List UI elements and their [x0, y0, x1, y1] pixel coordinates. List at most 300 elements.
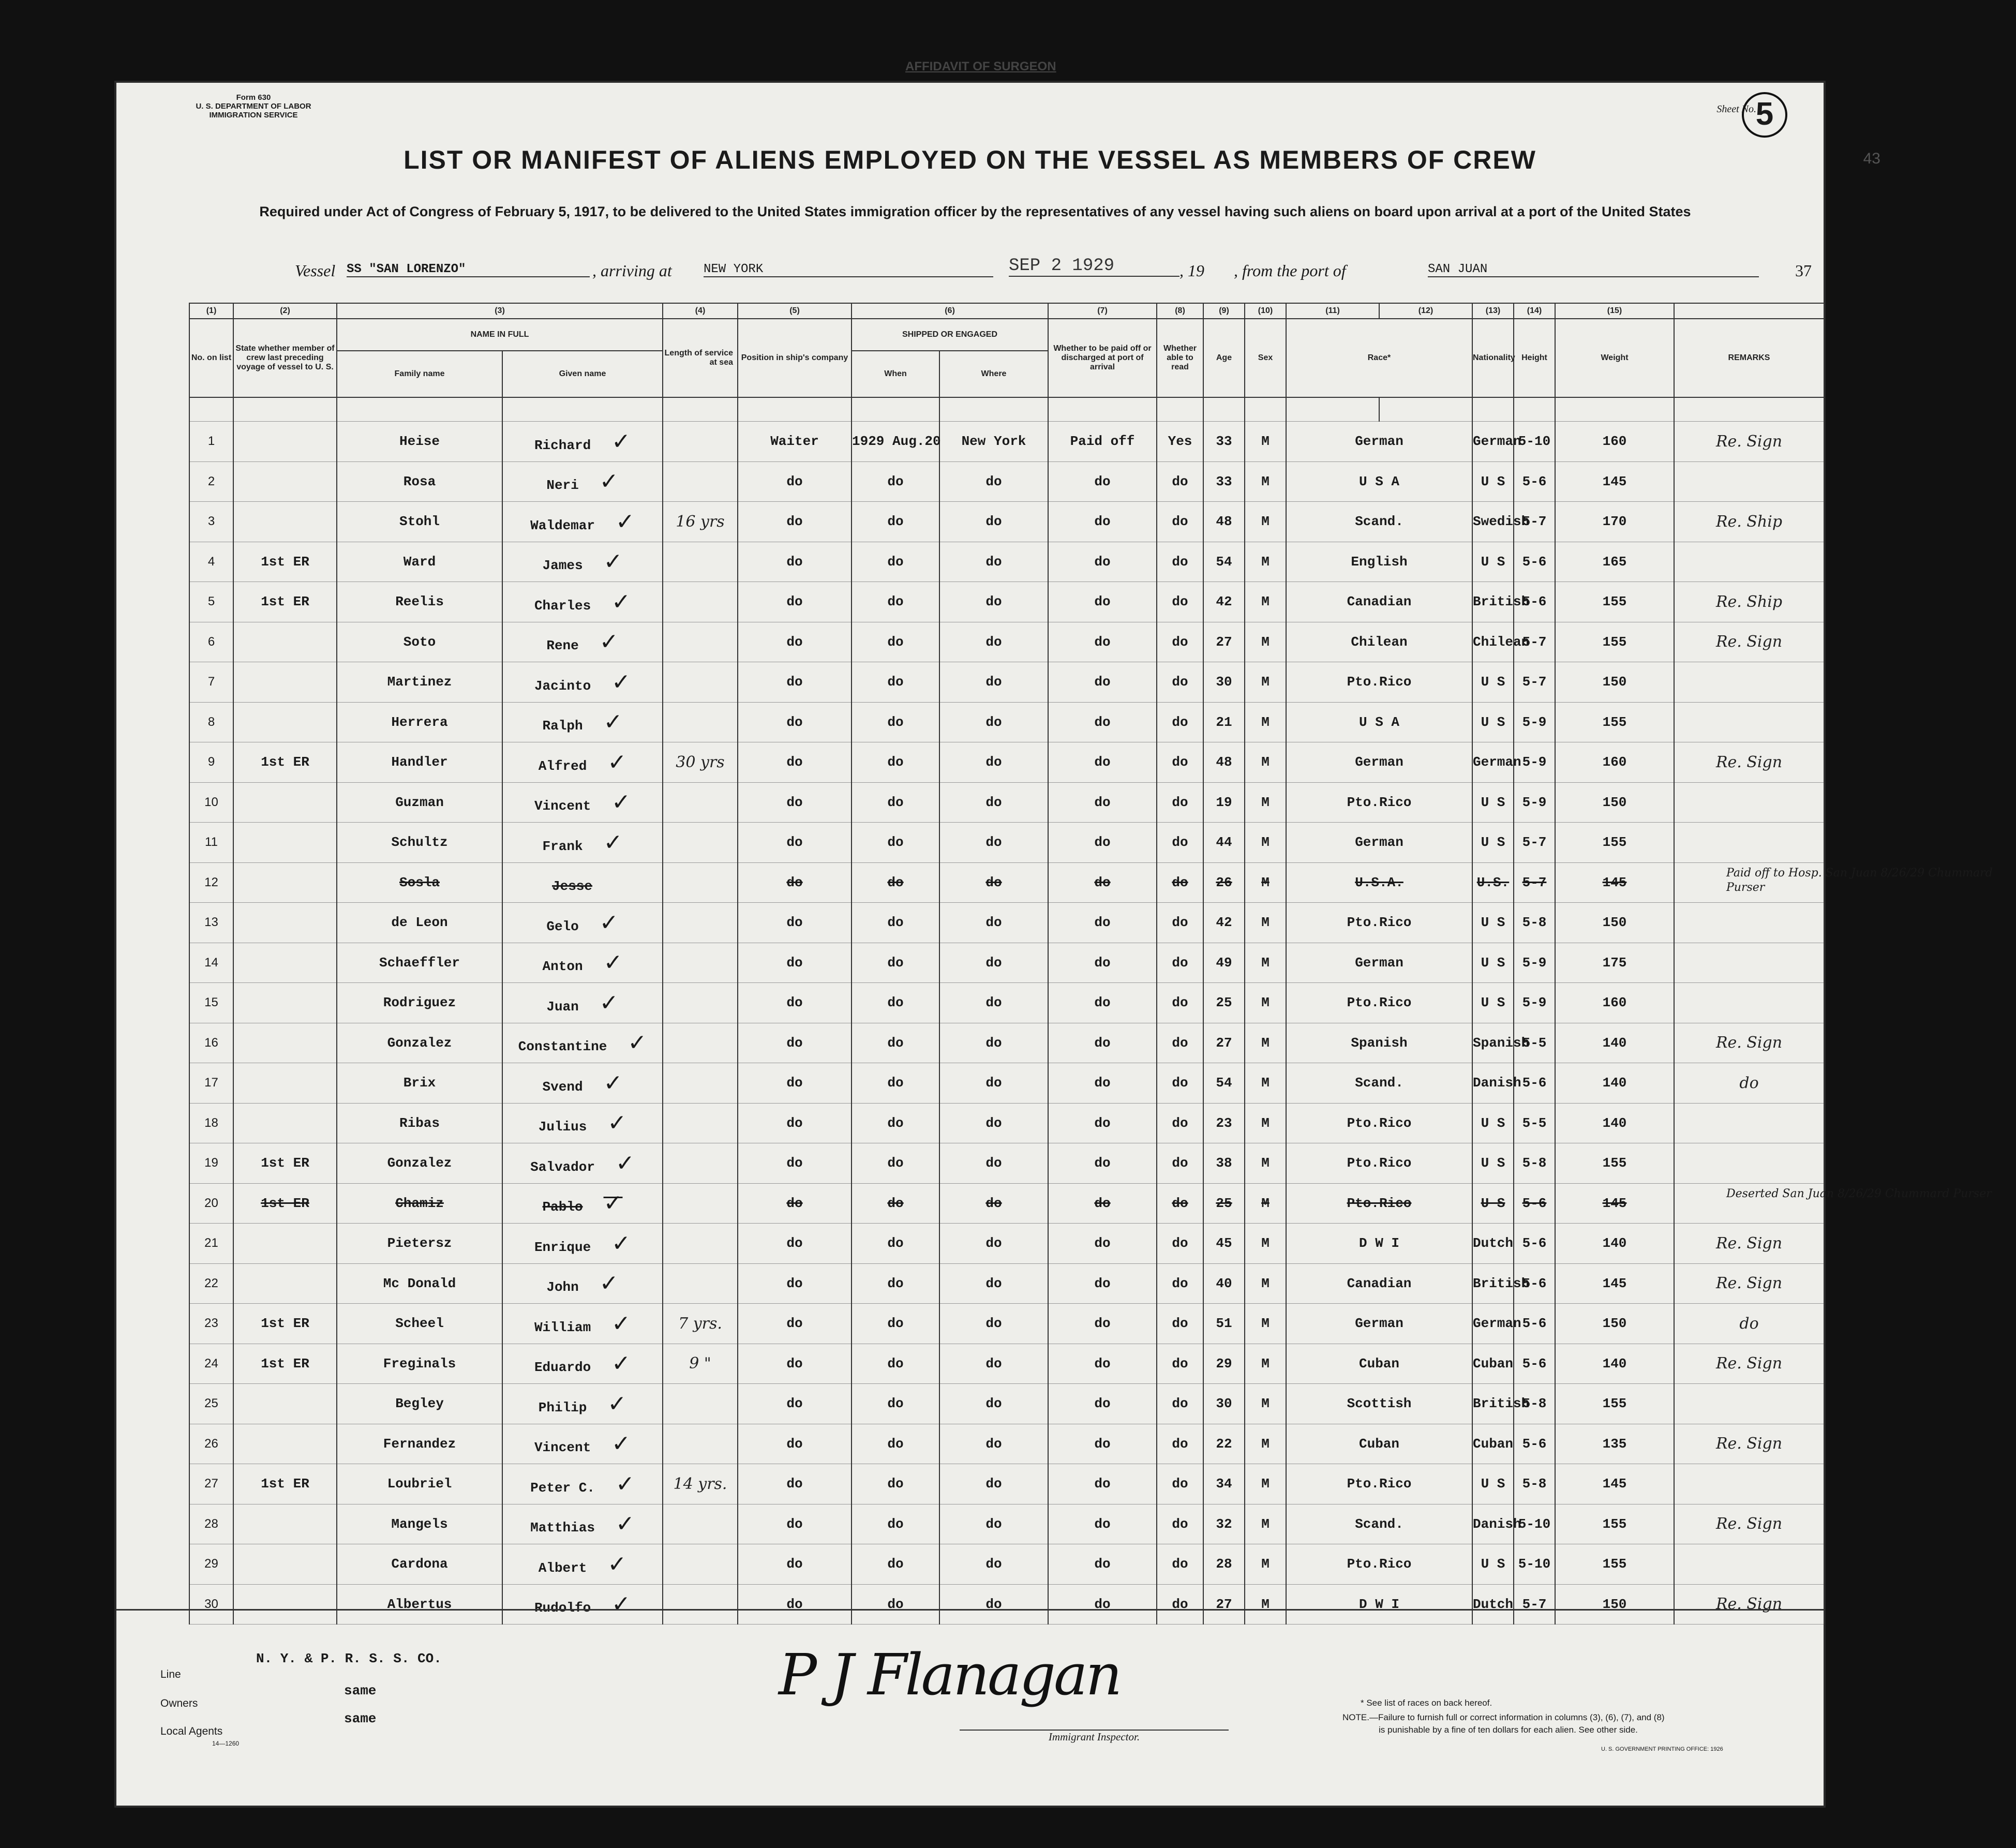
- check-mark-icon: ✓: [599, 629, 619, 655]
- height: 5-6: [1514, 1304, 1555, 1344]
- able-to-read: do: [1157, 1183, 1203, 1224]
- row-number: 11: [189, 823, 233, 863]
- penalty-note: NOTE.—Failure to furnish full or correct information in columns (3), (6), (7), and (8): [1342, 1712, 1665, 1722]
- age: 40: [1203, 1263, 1245, 1304]
- physical-marks: Re. Sign: [1674, 1263, 1824, 1304]
- check-mark-icon: ✓: [611, 789, 631, 816]
- height: 5-9: [1514, 983, 1555, 1023]
- sex: M: [1245, 461, 1286, 502]
- sheet-label: Sheet No.: [1716, 103, 1756, 115]
- length-of-service: [663, 1384, 738, 1424]
- age: 48: [1203, 742, 1245, 783]
- row-number: 19: [189, 1143, 233, 1184]
- height: 5-6: [1514, 461, 1555, 502]
- weight: 155: [1555, 823, 1674, 863]
- shipped-when: do: [852, 461, 939, 502]
- age: 33: [1203, 461, 1245, 502]
- race: D W I: [1286, 1224, 1472, 1264]
- shipped-when: do: [852, 1183, 939, 1224]
- shipped-when: do: [852, 1143, 939, 1184]
- col-num: [1674, 303, 1824, 319]
- height: 5-8: [1514, 903, 1555, 943]
- weight: 165: [1555, 542, 1674, 582]
- physical-marks: [1674, 782, 1824, 823]
- nationality: Danish: [1472, 1063, 1514, 1104]
- previous-voyage: [233, 702, 337, 742]
- weight: 155: [1555, 582, 1674, 622]
- nationality: Dutch: [1472, 1584, 1514, 1625]
- discharge-status: do: [1048, 1544, 1157, 1585]
- previous-voyage: [233, 461, 337, 502]
- sex: M: [1245, 1023, 1286, 1063]
- position: do: [738, 1143, 852, 1184]
- height: 5-10: [1514, 1544, 1555, 1585]
- race: Cuban: [1286, 1344, 1472, 1384]
- length-of-service: [663, 622, 738, 662]
- family-name: Brix: [337, 1063, 502, 1104]
- family-name: Cardona: [337, 1544, 502, 1585]
- line-label: Line: [160, 1668, 181, 1680]
- check-mark-icon: ✓: [603, 1069, 623, 1096]
- shipped-when: 1929 Aug.20: [852, 422, 939, 462]
- table-row: [189, 702, 1824, 742]
- weight: 155: [1555, 622, 1674, 662]
- header-given-name: Given name: [502, 351, 663, 397]
- shipped-when: do: [852, 1384, 939, 1424]
- discharge-status: do: [1048, 1023, 1157, 1063]
- position: do: [738, 702, 852, 742]
- shipped-when: do: [852, 1023, 939, 1063]
- length-of-service: [663, 1544, 738, 1585]
- given-name: [502, 1224, 663, 1264]
- family-name: Mc Donald: [337, 1263, 502, 1304]
- nationality: U S: [1472, 1103, 1514, 1143]
- table-row: [189, 1344, 1824, 1384]
- able-to-read: do: [1157, 1344, 1203, 1384]
- family-name: Gonzalez: [337, 1143, 502, 1184]
- row-number: 27: [189, 1464, 233, 1504]
- physical-marks: do: [1674, 1304, 1824, 1344]
- position: do: [738, 1103, 852, 1143]
- race: Canadian: [1286, 582, 1472, 622]
- nationality: Danish: [1472, 1504, 1514, 1544]
- discharge-status: do: [1048, 823, 1157, 863]
- footer: [116, 1609, 1824, 1802]
- able-to-read: do: [1157, 1584, 1203, 1625]
- nationality: British: [1472, 1384, 1514, 1424]
- given-name-text: Alfred: [538, 758, 587, 774]
- check-mark-icon: ✓: [611, 668, 631, 695]
- previous-voyage: [233, 823, 337, 863]
- length-of-service: [663, 1143, 738, 1184]
- given-name: [502, 502, 663, 542]
- sheet-number: 5: [1742, 92, 1787, 138]
- shipped-when: do: [852, 943, 939, 983]
- discharge-status: do: [1048, 542, 1157, 582]
- nationality: U S: [1472, 943, 1514, 983]
- header-length-service: Length of service at sea: [663, 319, 738, 397]
- vessel-line: [295, 256, 1836, 282]
- shipped-where: do: [939, 862, 1048, 903]
- race-note: * See list of races on back hereof.: [1361, 1698, 1492, 1708]
- check-mark-icon: ✓: [607, 1551, 627, 1577]
- age: 22: [1203, 1424, 1245, 1464]
- discharge-status: do: [1048, 1304, 1157, 1344]
- weight: 150: [1555, 903, 1674, 943]
- discharge-status: do: [1048, 983, 1157, 1023]
- table-row: [189, 1183, 1824, 1224]
- check-mark-icon: ✓: [615, 1511, 635, 1538]
- family-name: Stohl: [337, 502, 502, 542]
- position: do: [738, 1304, 852, 1344]
- header-height: Height: [1514, 319, 1555, 397]
- length-of-service: [663, 1103, 738, 1143]
- shipped-when: do: [852, 1263, 939, 1304]
- sex: M: [1245, 542, 1286, 582]
- length-of-service: 14 yrs.: [663, 1464, 738, 1504]
- race: Pto.Rico: [1286, 1464, 1472, 1504]
- table-row: [189, 1304, 1824, 1344]
- given-name: [502, 1304, 663, 1344]
- able-to-read: do: [1157, 983, 1203, 1023]
- row-number: 26: [189, 1424, 233, 1464]
- table-row: [189, 1063, 1824, 1104]
- nationality: Spanish: [1472, 1023, 1514, 1063]
- family-name: Fernandez: [337, 1424, 502, 1464]
- given-name-text: Charles: [534, 598, 591, 614]
- discharge-status: do: [1048, 1384, 1157, 1424]
- discharge-status: do: [1048, 461, 1157, 502]
- given-name: [502, 943, 663, 983]
- header-race: Race*: [1286, 319, 1472, 397]
- family-name: Chamiz: [337, 1183, 502, 1224]
- shipped-where: do: [939, 1344, 1048, 1384]
- race: Canadian: [1286, 1263, 1472, 1304]
- table-row: [189, 983, 1824, 1023]
- family-name: Martinez: [337, 662, 502, 703]
- check-mark-icon: ✓: [599, 989, 619, 1016]
- able-to-read: do: [1157, 862, 1203, 903]
- sex: M: [1245, 422, 1286, 462]
- length-of-service: [663, 461, 738, 502]
- position: do: [738, 502, 852, 542]
- position: do: [738, 983, 852, 1023]
- col-num: (15): [1555, 303, 1674, 319]
- race: Scand.: [1286, 502, 1472, 542]
- previous-voyage: [233, 1384, 337, 1424]
- previous-voyage: [233, 1023, 337, 1063]
- age: 25: [1203, 1183, 1245, 1224]
- header-when: When: [852, 351, 939, 397]
- family-name: Sosla: [337, 862, 502, 903]
- previous-voyage: 1st ER: [233, 542, 337, 582]
- check-mark-icon: ✓: [611, 1350, 631, 1377]
- sex: M: [1245, 1544, 1286, 1585]
- inspector-signature: P J Flanagan: [779, 1642, 1121, 1708]
- given-name: [502, 823, 663, 863]
- length-of-service: [663, 1063, 738, 1104]
- age: 42: [1203, 903, 1245, 943]
- from-port: SAN JUAN: [1428, 262, 1759, 277]
- nationality: U S: [1472, 702, 1514, 742]
- physical-marks: [1674, 943, 1824, 983]
- row-number: 9: [189, 742, 233, 783]
- shipped-where: do: [939, 1424, 1048, 1464]
- length-of-service: [663, 943, 738, 983]
- shipped-where: do: [939, 502, 1048, 542]
- race: Pto.Rico: [1286, 1103, 1472, 1143]
- owners-label: Owners: [160, 1697, 198, 1709]
- shipped-when: do: [852, 903, 939, 943]
- check-mark-icon: ✓: [628, 1030, 647, 1056]
- discharge-status: do: [1048, 742, 1157, 783]
- check-mark-icon: ✓: [615, 508, 635, 535]
- age: 23: [1203, 1103, 1245, 1143]
- row-number: 17: [189, 1063, 233, 1104]
- page-title: LIST OR MANIFEST OF ALIENS EMPLOYED ON THE VESSEL AS MEMBERS OF CREW: [404, 145, 1536, 174]
- able-to-read: do: [1157, 1424, 1203, 1464]
- given-name: [502, 1504, 663, 1544]
- nationality: U S: [1472, 782, 1514, 823]
- given-name-text: Ralph: [542, 718, 583, 734]
- length-of-service: [663, 983, 738, 1023]
- nationality: Dutch: [1472, 1224, 1514, 1264]
- position: do: [738, 782, 852, 823]
- check-mark-icon: ✓: [611, 588, 631, 615]
- check-mark-icon: ✓: [611, 1430, 631, 1457]
- family-name: Loubriel: [337, 1464, 502, 1504]
- length-of-service: [663, 903, 738, 943]
- discharge-status: do: [1048, 502, 1157, 542]
- physical-marks: [1674, 983, 1824, 1023]
- weight: 155: [1555, 702, 1674, 742]
- table-spacer: [189, 397, 1824, 422]
- family-name: de Leon: [337, 903, 502, 943]
- row-number: 6: [189, 622, 233, 662]
- position: do: [738, 1544, 852, 1585]
- shipped-where: do: [939, 1143, 1048, 1184]
- height: 5-7: [1514, 823, 1555, 863]
- nationality: U S: [1472, 542, 1514, 582]
- shipped-when: do: [852, 1544, 939, 1585]
- previous-voyage: [233, 502, 337, 542]
- race: German: [1286, 943, 1472, 983]
- nationality: U S: [1472, 903, 1514, 943]
- given-name: [502, 1263, 663, 1304]
- sex: M: [1245, 862, 1286, 903]
- shipped-where: do: [939, 903, 1048, 943]
- length-of-service: 9 ": [663, 1344, 738, 1384]
- race: U S A: [1286, 702, 1472, 742]
- table-row: [189, 823, 1824, 863]
- age: 32: [1203, 1504, 1245, 1544]
- height: 5-7: [1514, 622, 1555, 662]
- physical-marks: [1674, 1143, 1824, 1184]
- col-num: (13): [1472, 303, 1514, 319]
- physical-marks: Re. Sign: [1674, 1224, 1824, 1264]
- discharge-status: do: [1048, 702, 1157, 742]
- nationality: Cuban: [1472, 1424, 1514, 1464]
- weight: 145: [1555, 1464, 1674, 1504]
- race: Pto.Rico: [1286, 782, 1472, 823]
- weight: 155: [1555, 1143, 1674, 1184]
- col-num: (7): [1048, 303, 1157, 319]
- given-name: [502, 542, 663, 582]
- row-number: 29: [189, 1544, 233, 1585]
- given-name-text: Gelo: [546, 918, 579, 934]
- sex: M: [1245, 1584, 1286, 1625]
- discharge-status: do: [1048, 903, 1157, 943]
- page-number: 37: [1795, 261, 1812, 280]
- table-row: [189, 1224, 1824, 1264]
- table-row: [189, 662, 1824, 703]
- given-name-text: John: [546, 1279, 579, 1295]
- discharge-status: do: [1048, 1183, 1157, 1224]
- given-name: [502, 622, 663, 662]
- age: 27: [1203, 1584, 1245, 1625]
- previous-voyage: 1st ER: [233, 1304, 337, 1344]
- remarks-text: Deserted San Juan 8/26/29 Chummard Purser: [1726, 1187, 1992, 1200]
- given-name-text: Jesse: [551, 878, 592, 895]
- previous-voyage: 1st ER: [233, 582, 337, 622]
- able-to-read: do: [1157, 782, 1203, 823]
- table-row: [189, 1143, 1824, 1184]
- length-of-service: [663, 662, 738, 703]
- weight: 155: [1555, 1504, 1674, 1544]
- shipped-when: do: [852, 1344, 939, 1384]
- length-of-service: [663, 862, 738, 903]
- shipped-where: do: [939, 1504, 1048, 1544]
- discharge-status: do: [1048, 943, 1157, 983]
- table-row: [189, 582, 1824, 622]
- shipped-where: do: [939, 622, 1048, 662]
- able-to-read: do: [1157, 582, 1203, 622]
- row-number: 14: [189, 943, 233, 983]
- length-of-service: 16 yrs: [663, 502, 738, 542]
- family-name: Guzman: [337, 782, 502, 823]
- weight: 140: [1555, 1103, 1674, 1143]
- position: do: [738, 1504, 852, 1544]
- race: German: [1286, 742, 1472, 783]
- height: 5-7: [1514, 502, 1555, 542]
- given-name-text: William: [534, 1319, 591, 1335]
- able-to-read: do: [1157, 903, 1203, 943]
- col-num: (9): [1203, 303, 1245, 319]
- check-mark-icon: ✓: [611, 1230, 631, 1257]
- previous-voyage: [233, 1224, 337, 1264]
- table-row: [189, 1263, 1824, 1304]
- discharge-status: do: [1048, 1464, 1157, 1504]
- given-name-text: Enrique: [534, 1239, 591, 1255]
- sex: M: [1245, 1424, 1286, 1464]
- table-row: [189, 943, 1824, 983]
- length-of-service: 30 yrs: [663, 742, 738, 783]
- given-name-text: Matthias: [530, 1520, 595, 1536]
- row-number: 24: [189, 1344, 233, 1384]
- position: do: [738, 1344, 852, 1384]
- height: 5-5: [1514, 1023, 1555, 1063]
- shipped-where: do: [939, 1544, 1048, 1585]
- shipped-when: do: [852, 823, 939, 863]
- previous-voyage: [233, 983, 337, 1023]
- service-name: IMMIGRATION SERVICE: [209, 111, 298, 120]
- header-position: Position in ship's company: [738, 319, 852, 397]
- shipped-where: do: [939, 1103, 1048, 1143]
- previous-voyage: [233, 422, 337, 462]
- row-number: 23: [189, 1304, 233, 1344]
- previous-voyage: 1st ER: [233, 1183, 337, 1224]
- age: 54: [1203, 542, 1245, 582]
- row-number: 3: [189, 502, 233, 542]
- shipped-where: do: [939, 1263, 1048, 1304]
- able-to-read: do: [1157, 742, 1203, 783]
- position: do: [738, 1063, 852, 1104]
- given-name: [502, 1143, 663, 1184]
- position: do: [738, 1263, 852, 1304]
- nationality: German: [1472, 742, 1514, 783]
- shipped-where: do: [939, 1584, 1048, 1625]
- check-mark-icon: ✓: [599, 909, 619, 936]
- weight: 145: [1555, 862, 1674, 903]
- age: 44: [1203, 823, 1245, 863]
- discharge-status: do: [1048, 1584, 1157, 1625]
- row-number: 18: [189, 1103, 233, 1143]
- length-of-service: 7 yrs.: [663, 1304, 738, 1344]
- nationality: British: [1472, 582, 1514, 622]
- discharge-status: do: [1048, 582, 1157, 622]
- given-name-text: Eduardo: [534, 1360, 591, 1376]
- position: do: [738, 622, 852, 662]
- family-name: Reelis: [337, 582, 502, 622]
- table-row: [189, 542, 1824, 582]
- sex: M: [1245, 1263, 1286, 1304]
- header-where: Where: [939, 351, 1048, 397]
- given-name: [502, 1344, 663, 1384]
- length-of-service: [663, 702, 738, 742]
- given-name-text: Julius: [538, 1119, 587, 1135]
- shipped-where: do: [939, 542, 1048, 582]
- nationality: Chilean: [1472, 622, 1514, 662]
- race: English: [1286, 542, 1472, 582]
- sex: M: [1245, 1344, 1286, 1384]
- sex: M: [1245, 1304, 1286, 1344]
- check-mark-icon: ✓: [603, 829, 623, 856]
- height: 5-6: [1514, 542, 1555, 582]
- row-number: 12: [189, 862, 233, 903]
- col-num: (10): [1245, 303, 1286, 319]
- family-name: Begley: [337, 1384, 502, 1424]
- height: 5-6: [1514, 1183, 1555, 1224]
- department-name: U. S. DEPARTMENT OF LABOR: [196, 102, 311, 111]
- race: Pto.Rico: [1286, 903, 1472, 943]
- local-agents-value: same: [344, 1711, 377, 1726]
- shipped-where: do: [939, 1384, 1048, 1424]
- previous-voyage: [233, 622, 337, 662]
- row-number: 1: [189, 422, 233, 462]
- height: 5-6: [1514, 1063, 1555, 1104]
- shipped-where: do: [939, 1183, 1048, 1224]
- shipped-where: New York: [939, 422, 1048, 462]
- given-name: [502, 582, 663, 622]
- table-row: [189, 1103, 1824, 1143]
- previous-voyage: 1st ER: [233, 1464, 337, 1504]
- family-name: Gonzalez: [337, 1023, 502, 1063]
- physical-marks: [1674, 823, 1824, 863]
- discharge-status: do: [1048, 1424, 1157, 1464]
- given-name-text: Juan: [546, 998, 579, 1015]
- age: 54: [1203, 1063, 1245, 1104]
- weight: 150: [1555, 782, 1674, 823]
